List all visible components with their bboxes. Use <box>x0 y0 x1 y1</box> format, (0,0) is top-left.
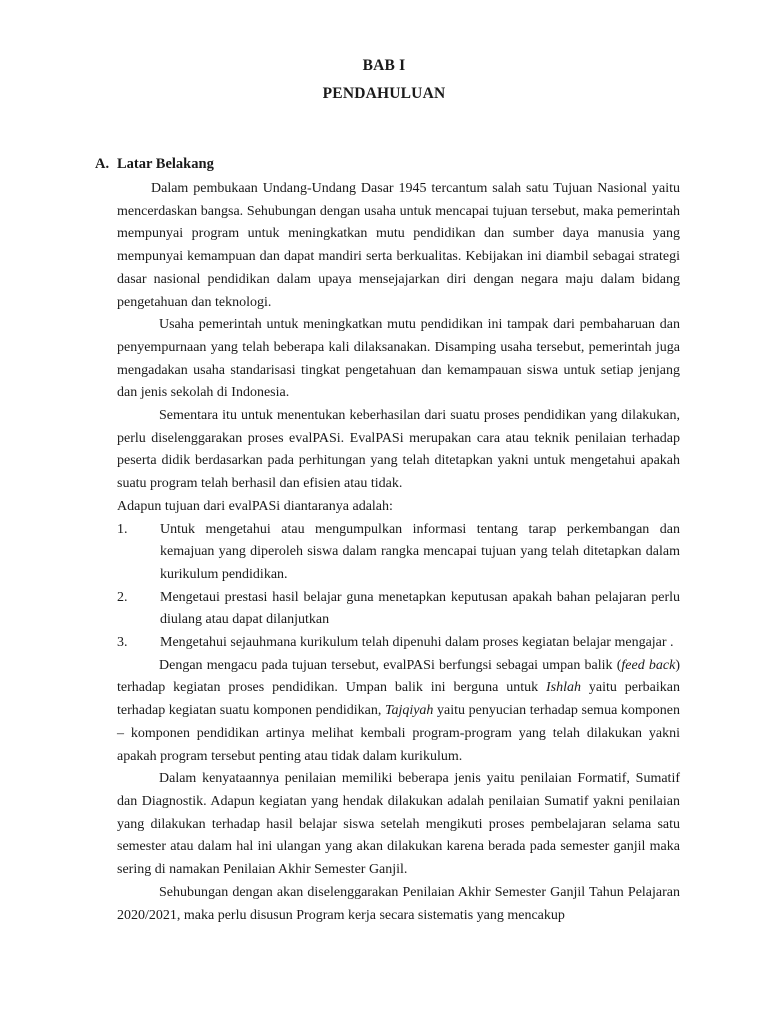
list-text: Untuk mengetahui atau mengumpulkan informasi tentang tarap perkembangan dan kemajuan yang diperoleh siswa dalam rangka mencapai tujuan yang telah ditetapkan dalam kurikulum pendidikan. <box>160 521 680 582</box>
list-number: 1. <box>117 521 128 537</box>
paragraph-5-part-a: Dengan mengacu pada tujuan tersebut, evalPASi berfungsi sebagai umpan balik ( <box>159 657 622 673</box>
section-heading <box>95 156 214 173</box>
paragraph-1: Dalam pembukaan Undang-Undang Dasar 1945 tercantum salah satu Tujuan Nasional yaitu mencerdaskan bangsa. Sehubungan dengan usaha untuk mencapai tujuan tersebut, maka pemerintah mempunyai program untuk meningkatkan mutu pendidikan dan sumber daya manusia yang mempunyai kemampuan dan dapat mandiri serta berkualitas. Kebijakan ini diambil sebagai strategi dasar nasional pendidikan dalam upaya mensejajarkan diri dengan negara maju dalam bidang pengetahuan dan teknologi. <box>117 181 680 310</box>
paragraph-4: Adapun tujuan dari evalPASi diantaranya adalah: <box>117 498 393 514</box>
list-number: 2. <box>117 589 128 605</box>
paragraph-2: Usaha pemerintah untuk meningkatkan mutu pendidikan ini tampak dari pembaharuan dan penyempurnaan yang telah beberapa kali dilaksanakan. Disamping usaha tersebut, pemerintah juga mengadakan usaha standarisasi tingkat pengetahuan dan kemampauan siswa untuk setiap jenjang dan jenis sekolah di Indonesia. <box>117 317 680 401</box>
paragraph-5-part-b: ) terhadap kegiatan proses pendidikan. Umpan balik ini berguna untuk <box>117 657 680 696</box>
tajqiyah-term: Tajqiyah <box>384 703 434 719</box>
chapter-heading: BAB I <box>362 57 406 74</box>
document-body <box>117 178 680 927</box>
paragraph-7: Sehubungan dengan akan diselenggarakan Penilaian Akhir Semester Ganjil Tahun Pelajaran 2020/2021, maka perlu disusun Program kerja secara sistematis yang mencakup <box>117 884 680 923</box>
list-text: Mengetaui prestasi hasil belajar guna menetapkan keputusan apakah bahan pelajaran perlu diulang atau dapat dilanjutkan <box>160 589 680 628</box>
list-item <box>117 587 680 632</box>
paragraph-5-part-c: yaitu perbaikan terhadap kegiatan suatu komponen pendidikan, <box>117 680 681 719</box>
paragraph-3: Sementara itu untuk menentukan keberhasilan dari suatu proses pendidikan yang dilakukan, perlu diselenggarakan proses evalPASi. EvalPASi merupakan cara atau teknik penilaian terhadap peserta didik berdasarkan pada perhitungan yang telah ditetapkan yakni untuk mengetahui apakah suatu program telah berhasil dan efisien atau tidak. <box>117 408 680 492</box>
paragraph-5-part-d: yaitu penyucian terhadap semua komponen – komponen pendidikan artinya melihat kembali program-program yang telah dilakukan yakni apakah program tersebut penting atau tidak dalam kurikulum. <box>117 703 680 764</box>
ishlah-term: Ishlah <box>546 680 581 696</box>
section-letter: A. <box>95 156 110 172</box>
list-item <box>117 519 680 587</box>
list-number: 3. <box>117 635 128 651</box>
feed-back-term: feed back <box>621 657 676 673</box>
section-title: Latar Belakang <box>117 156 214 172</box>
objectives-list <box>117 519 680 655</box>
list-text: Mengetahui sejauhmana kurikulum telah dipenuhi dalam proses kegiatan belajar mengajar . <box>160 635 674 651</box>
paragraph-6: Dalam kenyataannya penilaian memiliki beberapa jenis yaitu penilaian Formatif, Sumatif dan Diagnostik. Adapun kegiatan yang hendak dilakukan adalah penilaian Sumatif yakni penilaian yang dilakukan terhadap hasil belajar siswa setelah mengikuti proses pembelajaran selama satu semester atau dalam hal ini ulangan yang akan dilakukan karena berada pada semester ganjil maka sering di namakan Penilaian Akhir Semester Ganjil. <box>117 771 680 878</box>
list-item <box>117 632 680 655</box>
chapter-title: PENDAHULUAN <box>322 85 446 102</box>
paragraph-5 <box>117 655 680 769</box>
